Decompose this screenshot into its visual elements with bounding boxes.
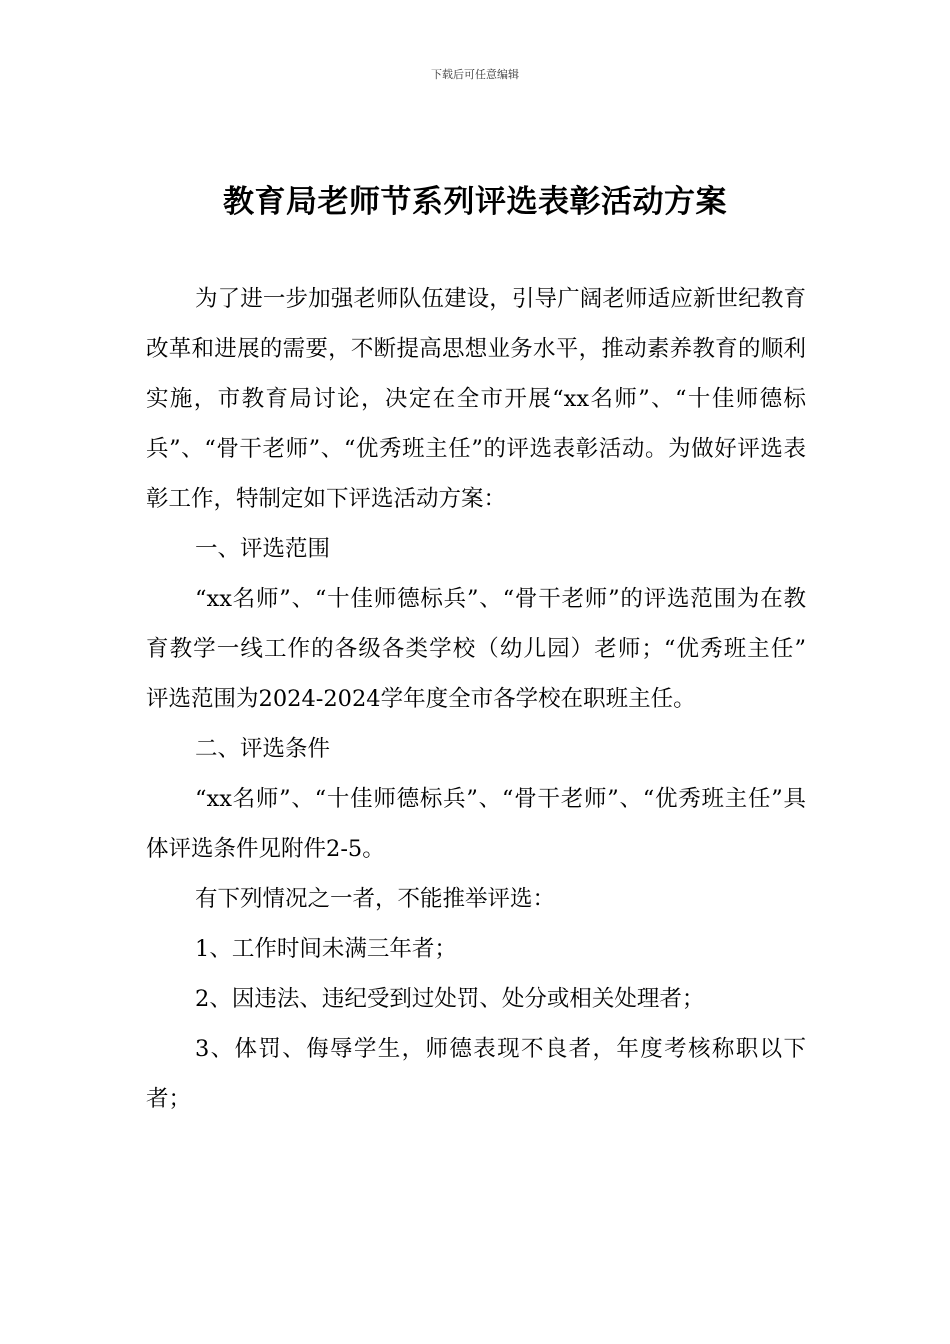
document-body — [146, 274, 806, 1124]
page-header-note: 下载后可任意编辑 — [431, 68, 519, 81]
conditions-paragraph: “xx名师”、“十佳师德标兵”、“骨干老师”、“优秀班主任”具体评选条件见附件2-5。 — [146, 786, 806, 862]
section-heading-conditions: 二、评选条件 — [195, 736, 331, 762]
exclusion-item-1: 1、工作时间未满三年者； — [195, 936, 457, 962]
intro-paragraph: 为了进一步加强老师队伍建设，引导广阔老师适应新世纪教育改革和进展的需要，不断提高思想业务水平，推动素养教育的顺利实施，市教育局讨论，决定在全市开展“xx名师”、“十佳师德标兵”、“骨干老师”、“优秀班主任”的评选表彰活动。为做好评选表彰工作，特制定如下评选活动方案： — [146, 286, 806, 512]
scope-paragraph: “xx名师”、“十佳师德标兵”、“骨干老师”的评选范围为在教育教学一线工作的各级各类学校（幼儿园）老师；“优秀班主任” 评选范围为2024-2024学年度全市各学校在职班主任。 — [146, 586, 806, 712]
exclusion-intro: 有下列情况之一者，不能推举评选： — [195, 886, 556, 912]
exclusion-item-3: 3、体罚、侮辱学生，师德表现不良者，年度考核称职以下者； — [146, 1036, 806, 1112]
document-title: 教育局老师节系列评选表彰活动方案 — [223, 184, 727, 220]
section-heading-scope: 一、评选范围 — [195, 536, 331, 562]
exclusion-item-2: 2、因违法、违纪受到过处罚、处分或相关处理者； — [195, 986, 705, 1012]
